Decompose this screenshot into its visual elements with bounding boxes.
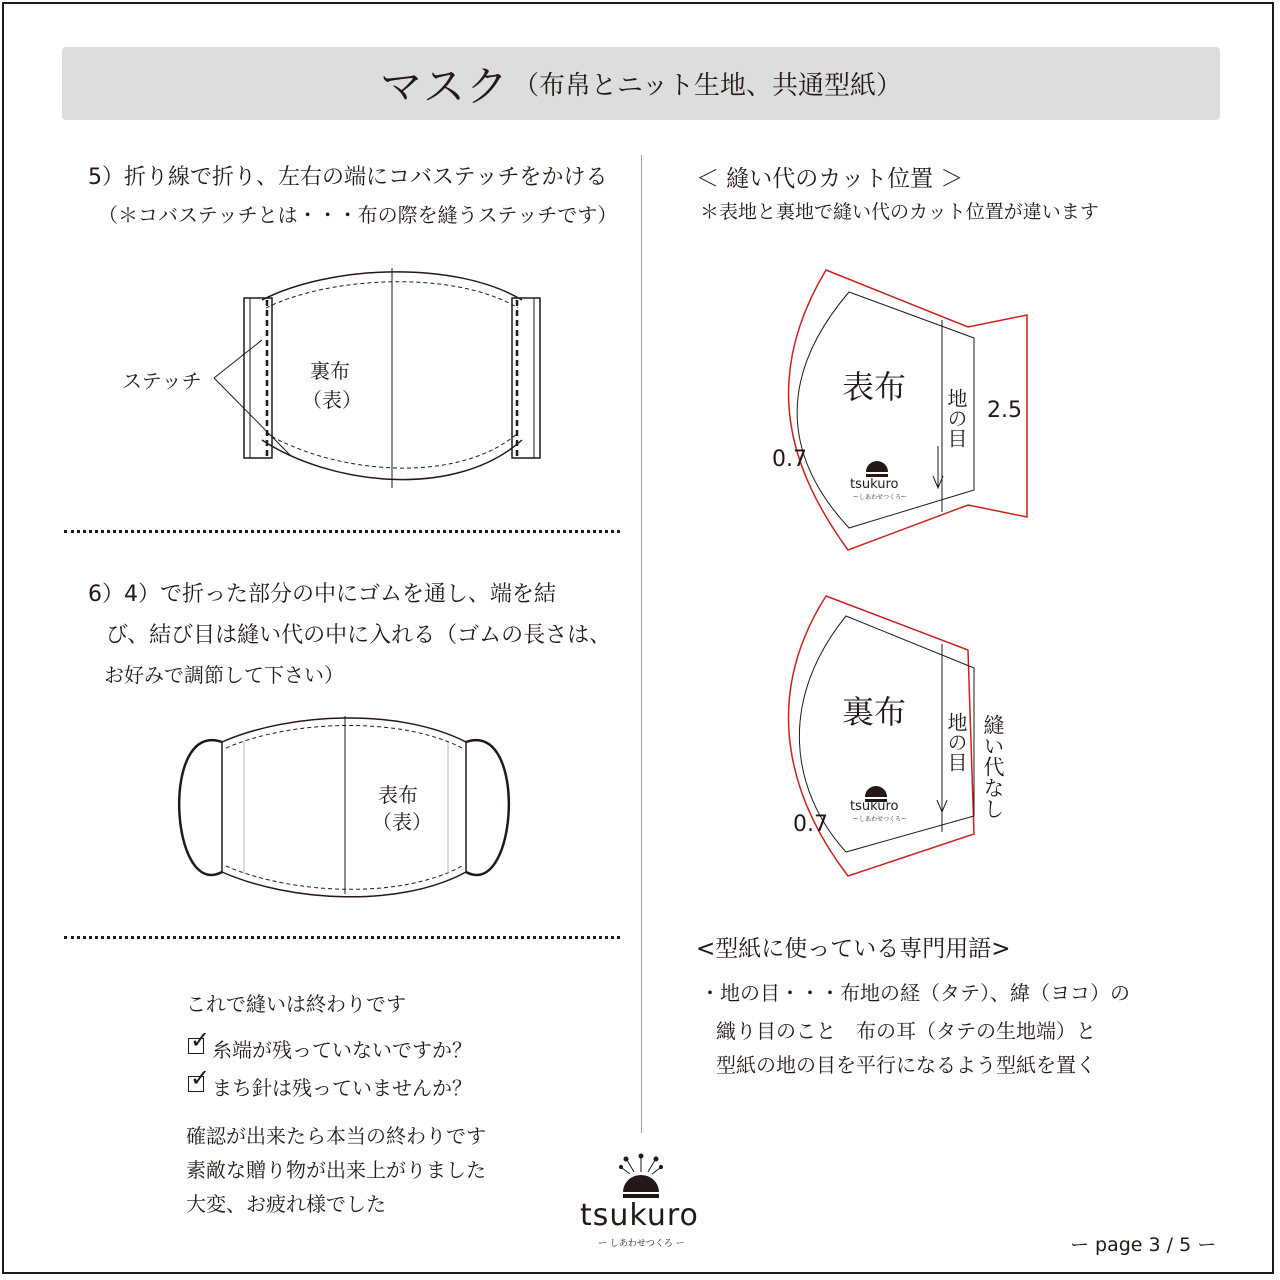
seam-heading: ＜ 縫い代のカット位置 ＞ <box>696 166 964 192</box>
check-item-2: まち針は残っていませんか？ <box>212 1076 472 1100</box>
outer-grain-label: 地の目 <box>944 388 968 448</box>
glossary-line3: 型紙の地の目を平行になるよう型紙を置く <box>716 1053 1096 1077</box>
finish-outro-1: 確認が出来たら本当の終わりです <box>186 1124 486 1148</box>
mini-logo-tag-2: ーしあわせつくろー <box>853 816 908 823</box>
inner-grain-label: 地の目 <box>944 712 968 772</box>
step6-fabric-label: 表布 <box>378 783 418 807</box>
step6-line1: 6）4）で折った部分の中にゴムを通し、端を結 <box>88 582 556 607</box>
check-item-1: 糸端が残っていないですか？ <box>212 1038 472 1062</box>
finish-outro-3: 大変、お疲れ様でした <box>186 1192 386 1216</box>
stitch-label: ステッチ <box>122 369 202 393</box>
inner-fabric-label: 裏布 <box>842 693 907 731</box>
mini-logo-name: tsukuro <box>850 477 899 492</box>
dotted-separator-2 <box>64 936 620 939</box>
glossary-line2: 織り目のこと 布の耳（タテの生地端）と <box>716 1019 1096 1043</box>
page-title: マスク <box>380 61 510 111</box>
checkmark-icon: ✓ <box>190 1026 211 1054</box>
page-subtitle: （布帛とニット生地、共通型紙） <box>513 71 902 101</box>
step5-fabric-sublabel: （表） <box>302 388 362 412</box>
step6-fabric-sublabel: （表） <box>372 810 432 834</box>
finish-outro-2: 素敵な贈り物が出来上がりました <box>186 1158 486 1182</box>
step5-line1: 5）折り線で折り、左右の端にコバステッチをかける <box>88 165 608 190</box>
checkmark-icon: ✓ <box>190 1064 211 1092</box>
glossary-line1: ・地の目・・・布地の経（タテ）、緯（ヨコ）の <box>700 981 1130 1005</box>
tsukuro-logo <box>574 1150 708 1250</box>
outer-fabric-label: 表布 <box>842 368 907 406</box>
finish-intro: これで縫いは終わりです <box>186 992 406 1016</box>
no-seam-allowance-note: 縫い代なし <box>981 714 1005 819</box>
inner-left-margin: 0.7 <box>793 812 828 837</box>
logo-tagline: ー しあわせつくろ ー <box>598 1239 685 1249</box>
glossary-heading: <型紙に使っている専門用語> <box>696 936 1011 962</box>
outer-left-margin: 0.7 <box>772 447 807 472</box>
logo-name: tsukuro <box>580 1198 699 1233</box>
mini-logo-tag: ーしあわせつくろー <box>853 494 908 501</box>
step6-line3: お好みで調節して下さい） <box>104 663 344 687</box>
step5-line2: （＊コバステッチとは・・・布の際を縫うステッチです） <box>98 203 618 227</box>
mini-logo-name-2: tsukuro <box>850 799 899 814</box>
step6-line2: び、結び目は縫い代の中に入れる（ゴムの長さは、 <box>106 623 612 648</box>
page-number: ー page 3 / 5 ー <box>1070 1234 1217 1256</box>
mini-logo-icon <box>866 461 888 477</box>
outer-right-margin: 2.5 <box>987 398 1022 423</box>
seam-note: ＊表地と裏地で縫い代のカット位置が違います <box>700 201 1099 223</box>
step5-fabric-label: 裏布 <box>310 359 350 383</box>
